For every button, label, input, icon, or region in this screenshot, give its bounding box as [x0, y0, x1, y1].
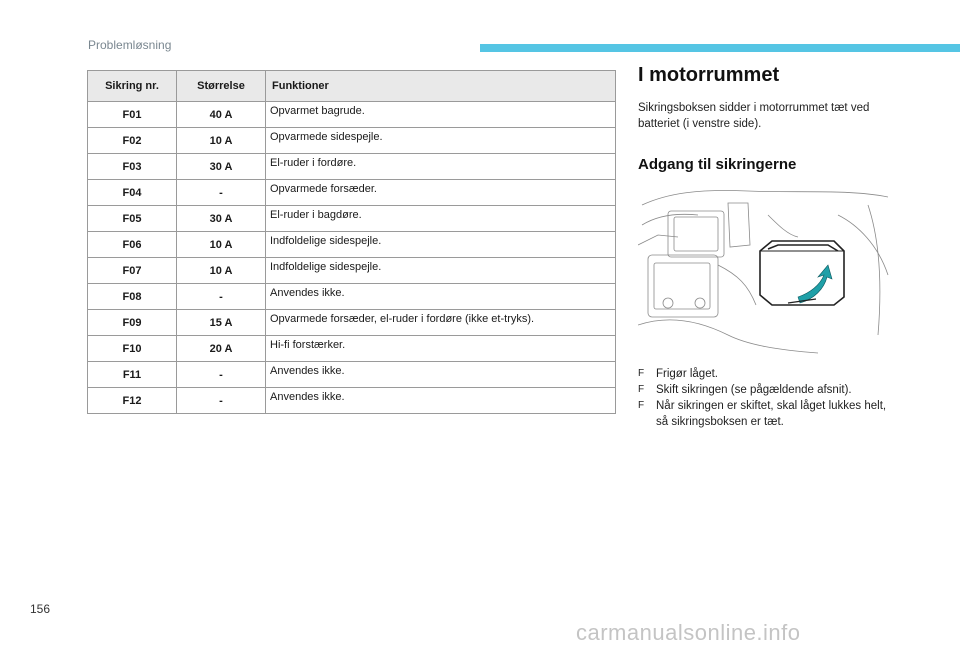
list-item	[638, 366, 898, 382]
column-header: Funktioner	[266, 71, 616, 102]
fuse-size-cell: 10 A	[177, 128, 266, 154]
fuse-size-cell: 20 A	[177, 336, 266, 362]
fuse-function-cell: Hi-fi forstærker.	[266, 336, 616, 362]
fuse-function-cell: Anvendes ikke.	[266, 362, 616, 388]
column-header: Sikring nr.	[88, 71, 177, 102]
fuse-function-cell: El-ruder i fordøre.	[266, 154, 616, 180]
fuse-number-cell: F07	[88, 258, 177, 284]
fuse-function-cell: Opvarmede forsæder, el-ruder i fordøre (ikke et-tryks).	[266, 310, 616, 336]
table-row	[88, 336, 616, 362]
fuse-number-cell: F04	[88, 180, 177, 206]
fuse-size-cell: 15 A	[177, 310, 266, 336]
subsection-title: Adgang til sikringerne	[638, 156, 797, 173]
watermark: carmanualsonline.info	[576, 620, 801, 645]
table-row	[88, 206, 616, 232]
table-row	[88, 362, 616, 388]
column-header: Størrelse	[177, 71, 266, 102]
fuse-number-cell: F03	[88, 154, 177, 180]
fuse-size-cell: -	[177, 362, 266, 388]
fuse-function-cell: Opvarmede forsæder.	[266, 180, 616, 206]
list-item	[638, 382, 898, 398]
fuse-number-cell: F06	[88, 232, 177, 258]
fuse-function-cell: Anvendes ikke.	[266, 284, 616, 310]
step-text: Skift sikringen (se pågældende afsnit).	[656, 384, 852, 396]
fuse-size-cell: 40 A	[177, 102, 266, 128]
instruction-list	[638, 366, 898, 430]
fuse-size-cell: -	[177, 180, 266, 206]
fuse-size-cell: 30 A	[177, 206, 266, 232]
fuse-size-cell: 10 A	[177, 258, 266, 284]
step-text: Frigør låget.	[656, 368, 718, 380]
fuse-number-cell: F10	[88, 336, 177, 362]
page-number: 156	[30, 602, 51, 616]
checkbox-arrow-icon: F	[638, 400, 645, 411]
table-row	[88, 258, 616, 284]
fuse-number-cell: F02	[88, 128, 177, 154]
table-row	[88, 154, 616, 180]
fuse-number-cell: F12	[88, 388, 177, 414]
fuse-function-cell: El-ruder i bagdøre.	[266, 206, 616, 232]
fuse-function-cell: Indfoldelige sidespejle.	[266, 258, 616, 284]
fuse-number-cell: F05	[88, 206, 177, 232]
fuse-size-cell: -	[177, 284, 266, 310]
fuse-size-cell: 10 A	[177, 232, 266, 258]
list-item	[638, 398, 898, 430]
fuse-table	[87, 70, 616, 414]
intro-paragraph: Sikringsboksen sidder i motorrummet tæt ved batteriet (i venstre side).	[638, 102, 870, 130]
fuse-function-cell: Opvarmede sidespejle.	[266, 128, 616, 154]
table-row	[88, 310, 616, 336]
fuse-table-body	[88, 102, 616, 414]
fuse-number-cell: F08	[88, 284, 177, 310]
section-label: Problemløsning	[88, 38, 172, 52]
fuse-function-cell: Indfoldelige sidespejle.	[266, 232, 616, 258]
checkbox-arrow-icon: F	[638, 368, 645, 379]
fuse-size-cell: 30 A	[177, 154, 266, 180]
fuse-number-cell: F11	[88, 362, 177, 388]
table-row	[88, 232, 616, 258]
engine-bay-illustration	[638, 185, 893, 357]
fuse-number-cell: F09	[88, 310, 177, 336]
table-row	[88, 284, 616, 310]
fuse-size-cell: -	[177, 388, 266, 414]
section-title: I motorrummet	[638, 64, 780, 86]
section-accent-bar	[480, 44, 960, 52]
fuse-function-cell: Anvendes ikke.	[266, 388, 616, 414]
table-row	[88, 180, 616, 206]
table-row	[88, 102, 616, 128]
checkbox-arrow-icon: F	[638, 384, 645, 395]
fuse-function-cell: Opvarmet bagrude.	[266, 102, 616, 128]
table-row	[88, 388, 616, 414]
step-text: Når sikringen er skiftet, skal låget lukkes helt, så sikringsboksen er tæt.	[656, 400, 887, 428]
table-row	[88, 128, 616, 154]
table-header-row	[88, 71, 616, 102]
fuse-number-cell: F01	[88, 102, 177, 128]
